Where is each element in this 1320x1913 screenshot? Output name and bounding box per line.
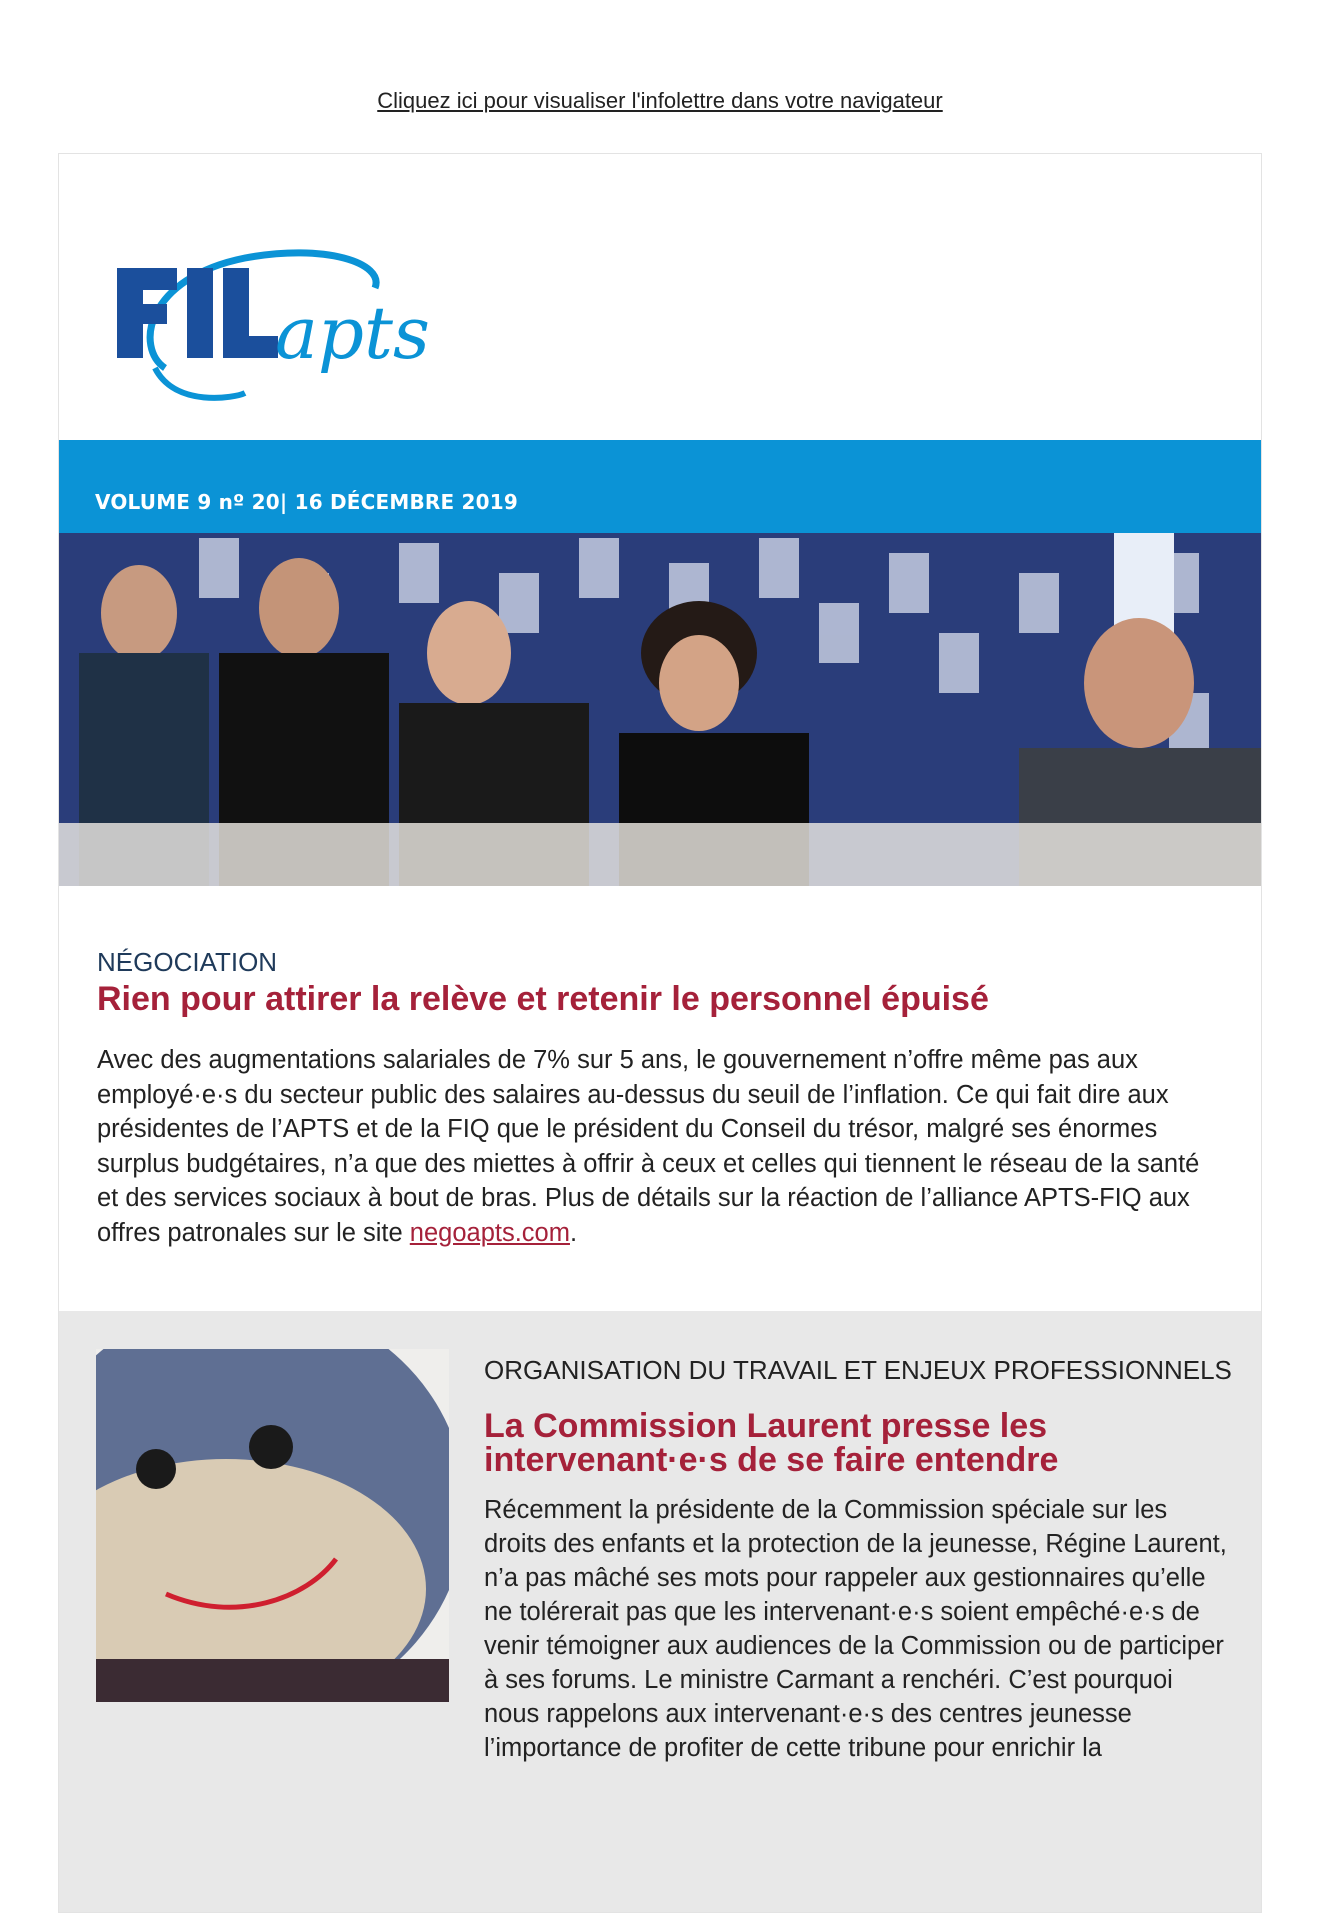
article-category: NÉGOCIATION (97, 947, 278, 977)
article-title: La Commission Laurent presse les intervenant·e·s de se faire entendre (484, 1407, 1059, 1479)
article-negociation (97, 947, 1227, 1250)
volume-band (59, 440, 1261, 533)
preheader (0, 0, 1320, 152)
filapts-logo (95, 218, 435, 418)
view-in-browser-link[interactable]: Cliquez ici pour visualiser l'infolettre dans votre navigateur (377, 88, 943, 113)
article-body-text: Avec des augmentations salariales de 7% sur 5 ans, le gouvernement n’offre même pas aux employé·e·s du secteur public des salaires au-dessus du seuil de l’inflation. Ce qui fait dire aux présidentes de l’APTS et de la FIQ que le président du Conseil du trésor, malgré ses énormes surplus budgétaires, n’a que des miettes à offrir à ceux et celles qui tiennent le réseau de la santé et des services sociaux à bout de bras. Plus de détails sur la réaction de l’alliance APTS-FIQ aux offres patronales sur le site (97, 1046, 1200, 1247)
article-body (97, 1043, 1227, 1250)
article-body-end: . (569, 1218, 578, 1247)
article-commission-laurent (484, 1353, 1234, 1765)
newsletter-card (58, 153, 1262, 1913)
logo-apts-text: apts (275, 291, 430, 375)
sock-monkey-photo (96, 1349, 449, 1702)
negoapts-link[interactable]: negoapts.com (409, 1218, 570, 1247)
article-title: Rien pour attirer la relève et retenir le personnel épuisé (97, 980, 989, 1018)
article-category: ORGANISATION DU TRAVAIL ET ENJEUX PROFESSIONNELS (484, 1355, 1232, 1385)
article-section-grey (59, 1311, 1261, 1913)
issue-volume-date: VOLUME 9 nº 20| 16 DÉCEMBRE 2019 (95, 490, 519, 514)
hero-photo-press-conference (59, 533, 1261, 886)
article-body: Récemment la présidente de la Commission spéciale sur les droits des enfants et la protection de la jeunesse, Régine Laurent, n’a pas mâché ses mots pour rappeler aux gestionnaires qu’elle ne tolérerait pas que les intervenant·e·s soient empêché·e·s de venir témoigner aux audiences de la Commission ou de participer à ses forums. Le ministre Carmant a renchéri. C’est pourquoi nous rappelons aux intervenant·e·s des centres jeunesse l’importance de profiter de cette tribune pour enrichir la (484, 1496, 1227, 1762)
